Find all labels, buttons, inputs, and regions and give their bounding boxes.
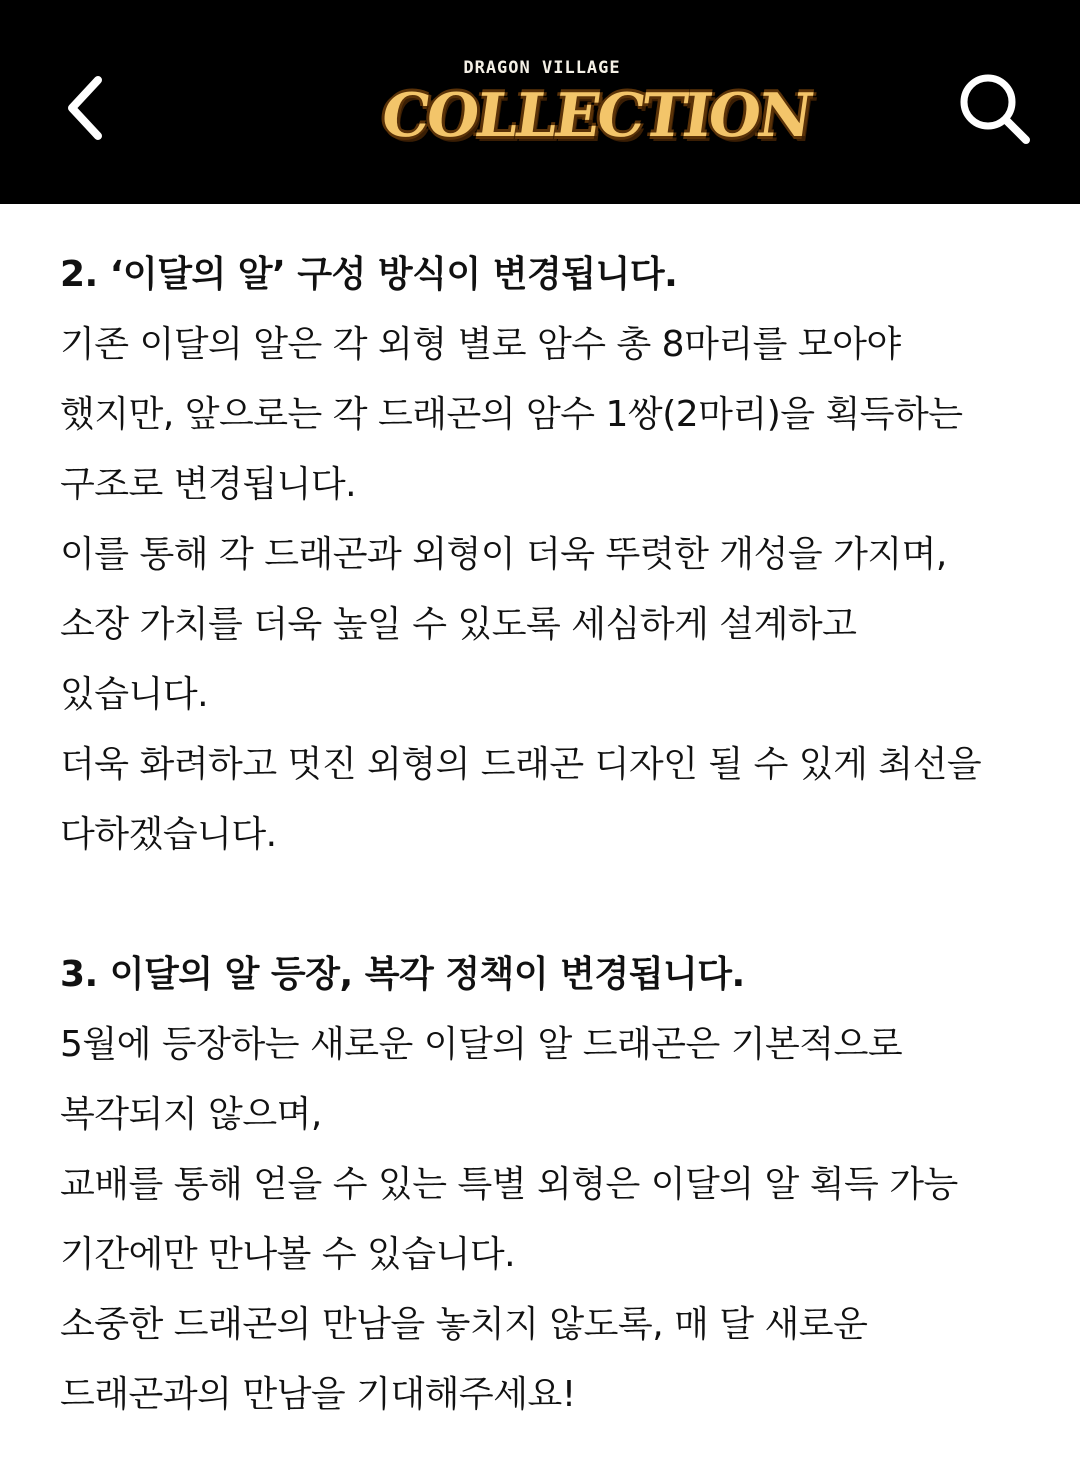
paragraph-line: 소장 가치를 더욱 높일 수 있도록 세심하게 설계하고 <box>60 604 857 645</box>
paragraph-line: 기존 이달의 알은 각 외형 별로 암수 총 8마리를 모아야 <box>60 324 901 365</box>
paragraph-line: 소중한 드래곤의 만남을 놓치지 않도록, 매 달 새로운 <box>60 1304 868 1345</box>
app-logo <box>377 56 815 160</box>
paragraph-line: 했지만, 앞으로는 각 드래곤의 암수 1쌍(2마리)을 획득하는 <box>60 394 963 435</box>
top-app-bar <box>0 0 1080 204</box>
paragraph-line: 교배를 통해 얻을 수 있는 특별 외형은 이달의 알 획득 가능 <box>60 1164 958 1205</box>
logo-subtitle: DRAGON VILLAGE <box>463 58 621 78</box>
paragraph-line: 5월에 등장하는 새로운 이달의 알 드래곤은 기본적으로 <box>60 1024 903 1065</box>
section-spacer <box>60 870 1040 940</box>
logo-title: COLLECTION <box>377 81 815 151</box>
paragraph-line: 복각되지 않으며, <box>60 1094 322 1135</box>
search-icon <box>952 66 1036 150</box>
paragraph-line: 이를 통해 각 드래곤과 외형이 더욱 뚜렷한 개성을 가지며, <box>60 534 947 575</box>
paragraph-line: 구조로 변경됩니다. <box>60 464 357 505</box>
notice-body <box>60 240 1040 1430</box>
paragraph-line: 드래곤과의 만남을 기대해주세요! <box>60 1374 576 1415</box>
section-2-heading: 2. ‘이달의 알’ 구성 방식이 변경됩니다. <box>60 254 678 295</box>
section-3-heading: 3. 이달의 알 등장, 복각 정책이 변경됩니다. <box>60 954 745 995</box>
paragraph-line: 있습니다. <box>60 674 209 715</box>
paragraph-line: 기간에만 만나볼 수 있습니다. <box>60 1234 516 1275</box>
back-button[interactable] <box>60 70 116 146</box>
paragraph-line: 다하겠습니다. <box>60 814 277 855</box>
chevron-left-icon <box>60 70 116 146</box>
paragraph-line: 더욱 화려하고 멋진 외형의 드래곤 디자인 될 수 있게 최선을 <box>60 744 982 785</box>
search-button[interactable] <box>952 66 1036 150</box>
